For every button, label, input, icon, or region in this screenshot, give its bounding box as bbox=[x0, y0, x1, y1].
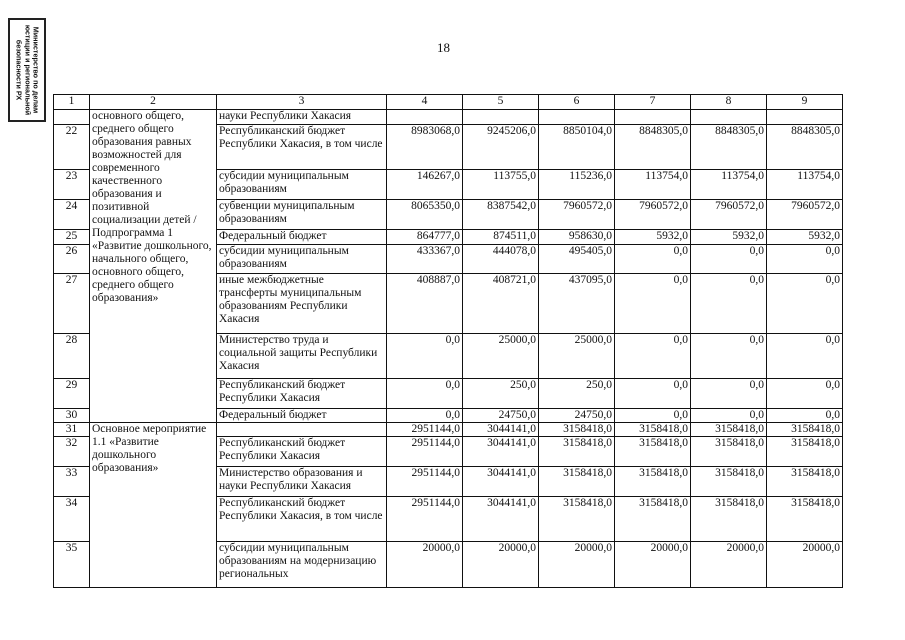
table-row bbox=[54, 110, 843, 125]
value-cell: 0,0 bbox=[691, 334, 767, 379]
value-cell: 3158418,0 bbox=[767, 467, 843, 497]
value-cell: 113754,0 bbox=[615, 170, 691, 200]
value-cell: 0,0 bbox=[767, 274, 843, 334]
value-cell: 8983068,0 bbox=[387, 125, 463, 170]
value-cell: 20000,0 bbox=[463, 542, 539, 588]
value-cell: 958630,0 bbox=[539, 230, 615, 245]
value-cell: 3158418,0 bbox=[767, 423, 843, 437]
value-cell: 3158418,0 bbox=[615, 497, 691, 542]
row-number: 22 bbox=[54, 125, 90, 170]
stamp-line: Министерство по делам bbox=[31, 26, 41, 114]
value-cell: 8850104,0 bbox=[539, 125, 615, 170]
value-cell: 3044141,0 bbox=[463, 497, 539, 542]
budget-table bbox=[53, 94, 843, 588]
value-cell: 20000,0 bbox=[539, 542, 615, 588]
value-cell bbox=[539, 110, 615, 125]
value-cell: 7960572,0 bbox=[767, 200, 843, 230]
value-cell: 250,0 bbox=[539, 379, 615, 409]
value-cell: 7960572,0 bbox=[539, 200, 615, 230]
value-cell: 864777,0 bbox=[387, 230, 463, 245]
row-number: 24 bbox=[54, 200, 90, 230]
value-cell: 0,0 bbox=[767, 409, 843, 423]
value-cell: 3158418,0 bbox=[615, 437, 691, 467]
column-header: 2 bbox=[90, 95, 217, 110]
header-row bbox=[54, 95, 843, 110]
value-cell: 5932,0 bbox=[767, 230, 843, 245]
row-number: 34 bbox=[54, 497, 90, 542]
value-cell: 0,0 bbox=[387, 409, 463, 423]
value-cell: 113754,0 bbox=[767, 170, 843, 200]
funding-source: субсидии муниципальным образованиям bbox=[217, 170, 387, 200]
row-number: 27 bbox=[54, 274, 90, 334]
value-cell: 250,0 bbox=[463, 379, 539, 409]
value-cell: 874511,0 bbox=[463, 230, 539, 245]
value-cell: 3044141,0 bbox=[463, 423, 539, 437]
column-header: 6 bbox=[539, 95, 615, 110]
value-cell: 0,0 bbox=[387, 379, 463, 409]
activity-label: Основное мероприятие 1.1 «Развитие дошкольного образования» bbox=[90, 423, 217, 588]
value-cell: 408887,0 bbox=[387, 274, 463, 334]
funding-source: Республиканский бюджет Республики Хакасия, в том числе bbox=[217, 125, 387, 170]
row-number: 26 bbox=[54, 245, 90, 274]
value-cell bbox=[387, 110, 463, 125]
value-cell: 20000,0 bbox=[767, 542, 843, 588]
value-cell: 3158418,0 bbox=[615, 423, 691, 437]
value-cell: 3158418,0 bbox=[691, 437, 767, 467]
value-cell: 20000,0 bbox=[387, 542, 463, 588]
row-number: 25 bbox=[54, 230, 90, 245]
value-cell: 433367,0 bbox=[387, 245, 463, 274]
column-header: 4 bbox=[387, 95, 463, 110]
value-cell: 20000,0 bbox=[691, 542, 767, 588]
value-cell: 3158418,0 bbox=[539, 467, 615, 497]
value-cell: 2951144,0 bbox=[387, 497, 463, 542]
value-cell: 25000,0 bbox=[539, 334, 615, 379]
row-number: 29 bbox=[54, 379, 90, 409]
value-cell: 7960572,0 bbox=[615, 200, 691, 230]
value-cell: 0,0 bbox=[691, 379, 767, 409]
value-cell: 2951144,0 bbox=[387, 423, 463, 437]
row-number: 23 bbox=[54, 170, 90, 200]
value-cell: 5932,0 bbox=[691, 230, 767, 245]
row-number: 30 bbox=[54, 409, 90, 423]
value-cell: 113754,0 bbox=[691, 170, 767, 200]
value-cell: 3158418,0 bbox=[767, 497, 843, 542]
value-cell: 146267,0 bbox=[387, 170, 463, 200]
value-cell: 0,0 bbox=[767, 245, 843, 274]
column-header: 3 bbox=[217, 95, 387, 110]
funding-source: Федеральный бюджет bbox=[217, 230, 387, 245]
value-cell: 3044141,0 bbox=[463, 467, 539, 497]
funding-source: субвенции муниципальным образованиям bbox=[217, 200, 387, 230]
value-cell: 8848305,0 bbox=[691, 125, 767, 170]
value-cell: 0,0 bbox=[615, 409, 691, 423]
value-cell bbox=[767, 110, 843, 125]
value-cell: 3158418,0 bbox=[767, 437, 843, 467]
value-cell: 495405,0 bbox=[539, 245, 615, 274]
column-header: 1 bbox=[54, 95, 90, 110]
row-number: 33 bbox=[54, 467, 90, 497]
value-cell: 437095,0 bbox=[539, 274, 615, 334]
funding-source: Республиканский бюджет Республики Хакасия bbox=[217, 379, 387, 409]
funding-source: Республиканский бюджет Республики Хакасия, в том числе bbox=[217, 497, 387, 542]
funding-source: Федеральный бюджет bbox=[217, 409, 387, 423]
value-cell: 0,0 bbox=[767, 379, 843, 409]
row-number: 31 bbox=[54, 423, 90, 437]
value-cell: 25000,0 bbox=[463, 334, 539, 379]
value-cell bbox=[463, 110, 539, 125]
row-number: 28 bbox=[54, 334, 90, 379]
funding-source: субсидии муниципальным образованиям на модернизацию региональных bbox=[217, 542, 387, 588]
row-number: 32 bbox=[54, 437, 90, 467]
value-cell: 3044141,0 bbox=[463, 437, 539, 467]
value-cell: 0,0 bbox=[767, 334, 843, 379]
value-cell: 3158418,0 bbox=[539, 423, 615, 437]
funding-source: Республиканский бюджет Республики Хакасия bbox=[217, 437, 387, 467]
value-cell: 3158418,0 bbox=[691, 467, 767, 497]
value-cell: 408721,0 bbox=[463, 274, 539, 334]
value-cell: 20000,0 bbox=[615, 542, 691, 588]
row-number bbox=[54, 110, 90, 125]
value-cell: 0,0 bbox=[615, 274, 691, 334]
value-cell: 115236,0 bbox=[539, 170, 615, 200]
funding-source: субсидии муниципальным образованиям bbox=[217, 245, 387, 274]
column-header: 9 bbox=[767, 95, 843, 110]
funding-source: науки Республики Хакасия bbox=[217, 110, 387, 125]
value-cell bbox=[615, 110, 691, 125]
stamp-line: безопасности РХ bbox=[14, 39, 24, 101]
value-cell: 0,0 bbox=[615, 334, 691, 379]
value-cell: 8065350,0 bbox=[387, 200, 463, 230]
value-cell: 8387542,0 bbox=[463, 200, 539, 230]
value-cell: 2951144,0 bbox=[387, 437, 463, 467]
value-cell: 3158418,0 bbox=[615, 467, 691, 497]
value-cell: 9245206,0 bbox=[463, 125, 539, 170]
value-cell: 0,0 bbox=[387, 334, 463, 379]
row-number: 35 bbox=[54, 542, 90, 588]
value-cell: 24750,0 bbox=[539, 409, 615, 423]
value-cell: 0,0 bbox=[615, 245, 691, 274]
stamp-line: юстиции и региональной bbox=[23, 24, 33, 116]
table-row bbox=[54, 423, 843, 437]
value-cell: 0,0 bbox=[691, 245, 767, 274]
column-header: 8 bbox=[691, 95, 767, 110]
value-cell: 0,0 bbox=[691, 409, 767, 423]
column-header: 5 bbox=[463, 95, 539, 110]
value-cell bbox=[691, 110, 767, 125]
value-cell: 5932,0 bbox=[615, 230, 691, 245]
ministry-stamp bbox=[8, 18, 46, 122]
value-cell: 3158418,0 bbox=[539, 497, 615, 542]
value-cell: 2951144,0 bbox=[387, 467, 463, 497]
funding-source: Министерство труда и социальной защиты Республики Хакасия bbox=[217, 334, 387, 379]
funding-source: Министерство образования и науки Республики Хакасия bbox=[217, 467, 387, 497]
value-cell: 8848305,0 bbox=[767, 125, 843, 170]
value-cell: 3158418,0 bbox=[691, 423, 767, 437]
value-cell: 24750,0 bbox=[463, 409, 539, 423]
funding-source: иные межбюджетные трансферты муниципальным образованиям Республики Хакасия bbox=[217, 274, 387, 334]
value-cell: 8848305,0 bbox=[615, 125, 691, 170]
value-cell: 0,0 bbox=[691, 274, 767, 334]
column-header: 7 bbox=[615, 95, 691, 110]
value-cell: 7960572,0 bbox=[691, 200, 767, 230]
page-number: 18 bbox=[437, 40, 450, 55]
value-cell: 0,0 bbox=[615, 379, 691, 409]
funding-source bbox=[217, 423, 387, 437]
value-cell: 3158418,0 bbox=[691, 497, 767, 542]
program-label: основного общего, среднего общего образования равных возможностей для современного качественного образования и позитивной социализации детей /Подпрограмма 1 «Развитие дошкольного, начального общего, основного общего, среднего общего образования» bbox=[90, 110, 217, 423]
value-cell: 113755,0 bbox=[463, 170, 539, 200]
value-cell: 444078,0 bbox=[463, 245, 539, 274]
value-cell: 3158418,0 bbox=[539, 437, 615, 467]
